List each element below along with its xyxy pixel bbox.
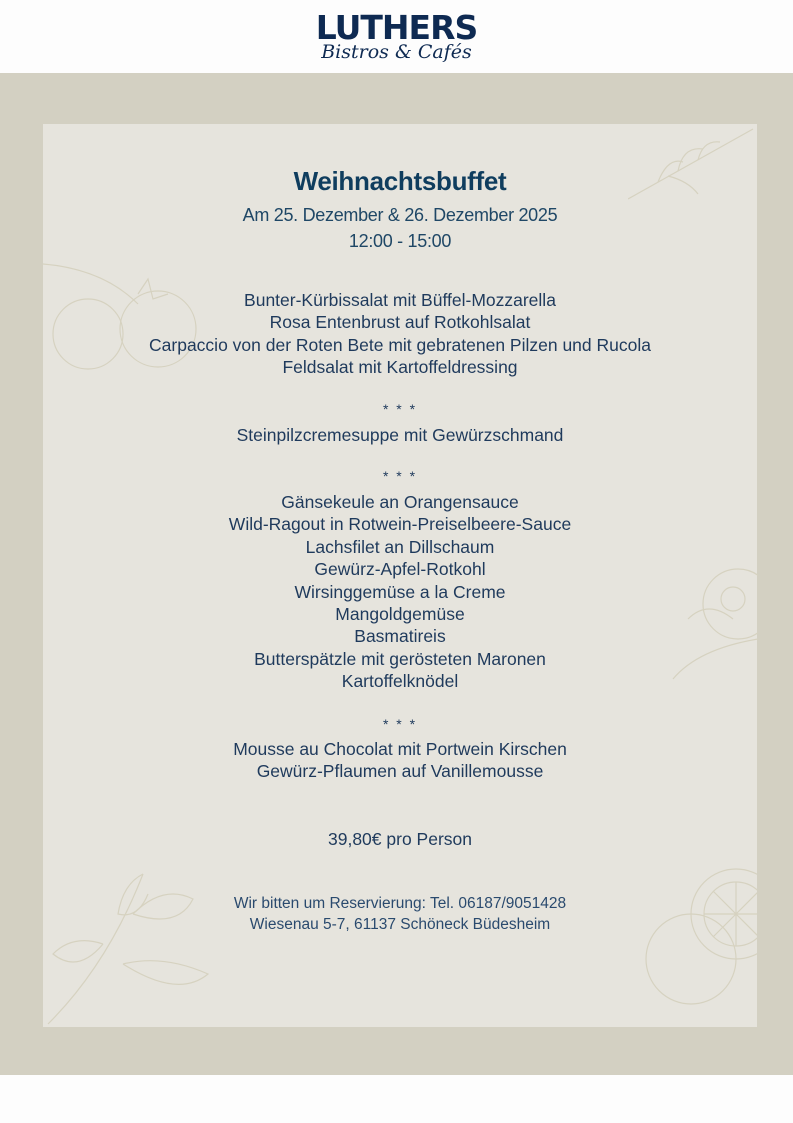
address: Wiesenau 5-7, 61137 Schöneck Büdesheim xyxy=(249,916,551,933)
lemon-illustration-icon xyxy=(641,864,757,1027)
logo-name: LUTHERS xyxy=(315,8,478,47)
menu-item: Steinpilzcremesuppe mit Gewürzschmand xyxy=(236,425,564,445)
mains-section xyxy=(43,491,757,693)
menu-item: Lachsfilet an Dillschaum xyxy=(305,536,495,557)
logo-tagline: Bistros & Cafés xyxy=(321,41,472,63)
menu-item: Bunter-Kürbissalat mit Büffel-Mozzarella xyxy=(244,290,556,310)
section-separator: * * * xyxy=(382,716,418,732)
menu-item: Wild-Ragout in Rotwein-Preiselbeere-Sauce xyxy=(228,514,572,535)
menu-item: Carpaccio von der Roten Bete mit gebratenen Pilzen und Rucola xyxy=(149,334,651,355)
menu-item: Mousse au Chocolat mit Portwein Kirschen xyxy=(233,739,567,759)
menu-card xyxy=(43,124,757,1027)
page-title: Weihnachtsbuffet xyxy=(293,166,507,196)
soup-section xyxy=(43,424,757,446)
event-time: 12:00 - 15:00 xyxy=(348,231,452,251)
menu-item: Gänsekeule an Orangensauce xyxy=(281,492,519,512)
starters-section xyxy=(43,289,757,379)
menu-item: Gewürz-Apfel-Rotkohl xyxy=(314,559,486,580)
menu-item: Basmatireis xyxy=(354,626,446,647)
menu-item: Kartoffelknödel xyxy=(341,671,459,692)
menu-item: Butterspätzle mit gerösteten Maronen xyxy=(254,648,546,669)
menu-item: Feldsalat mit Kartoffeldressing xyxy=(282,357,518,378)
menu-item: Mangoldgemüse xyxy=(335,604,465,625)
menu-item: Rosa Entenbrust auf Rotkohlsalat xyxy=(269,312,531,333)
menu-item: Wirsinggemüse a la Creme xyxy=(294,581,506,602)
event-dates: Am 25. Dezember & 26. Dezember 2025 xyxy=(242,205,558,225)
reservation-phone: Wir bitten um Reservierung: Tel. 06187/9051428 xyxy=(233,895,567,912)
section-separator: * * * xyxy=(382,468,418,484)
parsley-illustration-icon xyxy=(43,844,223,1027)
contact-info xyxy=(43,893,757,935)
menu-item: Gewürz-Pflaumen auf Vanillemousse xyxy=(256,761,544,782)
price: 39,80€ pro Person xyxy=(328,829,472,849)
logo xyxy=(0,10,793,62)
desserts-section xyxy=(43,738,757,783)
section-separator: * * * xyxy=(382,401,418,417)
